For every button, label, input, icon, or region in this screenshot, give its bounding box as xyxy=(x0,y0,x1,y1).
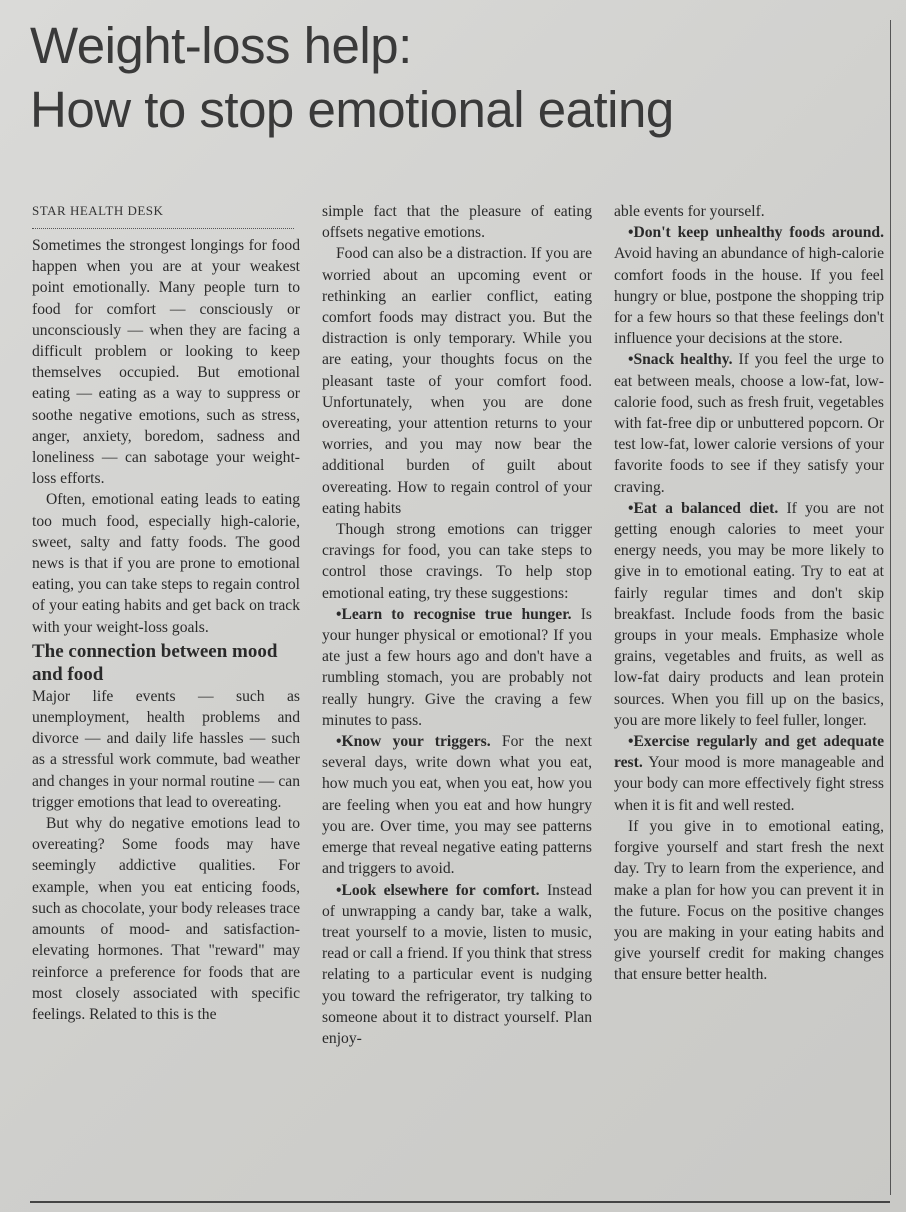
col1-paragraph-2: Often, emotional eating leads to eating too much food, especially high-calorie, sweet, salty and fatty foods. The good news is that if you are prone to emotional eating, you can take steps to regain control of your eating habits and get back on track with your weight-loss goals. xyxy=(32,491,300,636)
tip-text: Avoid having an abundance of high-calorie comfort foods in the house. If you feel hungry or blue, postpone the shopping trip for a few hours so that these feelings don't influence your decisions at the store. xyxy=(614,245,884,348)
tip-lead: •Eat a balanced diet. xyxy=(628,499,779,517)
column-rule-right xyxy=(890,20,891,1195)
col2-paragraph-3: Though strong emotions can trigger cravings for food, you can take steps to control those cravings. To help stop emotional eating, try these suggestions: xyxy=(322,521,592,602)
byline-divider xyxy=(32,228,294,229)
tip-lead: •Don't keep unhealthy foods around. xyxy=(628,224,884,242)
byline: STAR HEALTH DESK xyxy=(32,203,164,218)
bleed-through-ghost xyxy=(736,100,876,170)
tip-lead: •Look elsewhere for comfort. xyxy=(336,881,540,899)
tip-unhealthy-foods xyxy=(614,222,884,349)
tip-lead: •Exercise regularly and get adequate rest. xyxy=(614,733,884,772)
tip-exercise-rest xyxy=(614,731,884,816)
col1-paragraph-4: But why do negative emotions lead to overeating? Some foods may have seemingly addictive qualities. For example, when you eat enticing foods, such as chocolate, your body releases trace amounts of mood- and satisfaction-elevating hormones. That "reward" may reinforce a preference for foods that are most closely associated with specific feelings. Related to this is the xyxy=(32,815,301,1023)
col1-paragraph-1: Sometimes the strongest longings for food happen when you are at your weakest point emotionally. Many people turn to food for comfort — consciously or unconsciously — when they are facing a difficult problem or looking to keep themselves occupied. But emotional eating — eating as a way to suppress or soothe negative emotions, such as stress, anger, anxiety, boredom, sadness and loneliness — can sabotage your weight-loss efforts. xyxy=(32,237,300,488)
headline-line-1: Weight-loss help: xyxy=(30,17,412,74)
tip-snack-healthy xyxy=(614,349,884,497)
tip-know-triggers xyxy=(322,731,592,879)
col3-closing-paragraph: If you give in to emotional eating, forgive yourself and start fresh the next day. Try to learn from the experience, and make a plan for how you can prevent it in the future. Focus on the positive changes you are making in your eating habits and give yourself credit for making changes that ensure better health. xyxy=(614,817,884,984)
col1-paragraph-3: Major life events — such as unemployment, health problems and divorce — and daily life hassles — such as a stressful work commute, bad weather and changes in your normal routine — can trigger emotions that lead to overeating. xyxy=(32,687,300,811)
tip-balanced-diet xyxy=(614,498,884,731)
tip-lead: •Snack healthy. xyxy=(628,351,733,369)
section-subhead: The connection between mood and food xyxy=(32,640,278,685)
headline-line-2: How to stop emotional eating xyxy=(30,81,674,138)
tip-look-elsewhere xyxy=(322,880,592,1050)
tip-text: Instead of unwrapping a candy bar, take a walk, treat yourself to a movie, listen to music, read or call a friend. If you think that stress relating to a particular event is nudging you toward the refrigerator, try talking to someone about it to distract yourself. Plan enjoy- xyxy=(322,881,592,1047)
bottom-rule xyxy=(30,1201,890,1203)
column-2 xyxy=(322,201,592,1049)
tip-lead: •Learn to recognise true hunger. xyxy=(336,605,572,623)
column-3 xyxy=(614,201,884,986)
column-1 xyxy=(32,200,300,1025)
tip-text: If you are not getting enough calories to meet your energy needs, you may be more likely to give in to emotional eating. Try to eat at fairly regular times and don't skip breakfast. Include foods from the basic groups in your meals. Emphasize whole grains, vegetables and fruits, as well as low-fat dairy products and lean protein sources. When you fill up on the basics, you are more likely to feel fuller, longer. xyxy=(614,499,884,729)
col2-paragraph-2: Food can also be a distraction. If you are worried about an upcoming event or rethinking an earlier conflict, eating comfort foods may distract you. But the distraction is only temporary. While you are eating, your thoughts focus on the pleasant taste of your comfort food. Unfortunately, when you are done overeating, your attention returns to your worries, and you may now bear the additional burden of guilt about overeating. How to regain control of your eating habits xyxy=(322,245,592,517)
tip-recognise-hunger xyxy=(322,604,592,731)
tip-text: For the next several days, write down what you eat, how much you eat, when you eat, how you are feeling when you eat and how hungry you are. Over time, you may see patterns emerge that reveal negative eating patterns and triggers to avoid. xyxy=(322,733,592,878)
tip-lead: •Know your triggers. xyxy=(336,733,491,751)
col3-paragraph-1: able events for yourself. xyxy=(614,203,765,220)
tip-text: Your mood is more manageable and your body can more effectively fight stress when it is fit and well rested. xyxy=(614,754,884,814)
tip-text: Is your hunger physical or emotional? If you ate just a few hours ago and don't have a rumbling stomach, you are probably not really hungry. Give the craving a few minutes to pass. xyxy=(322,605,592,729)
tip-text: If you feel the urge to eat between meals, choose a low-fat, low-calorie food, such as fresh fruit, vegetables with fat-free dip or unbuttered popcorn. Or test low-fat, lower calorie versions of your favorite foods to see if they satisfy your craving. xyxy=(614,351,884,496)
col2-paragraph-1: simple fact that the pleasure of eating offsets negative emotions. xyxy=(322,203,592,242)
